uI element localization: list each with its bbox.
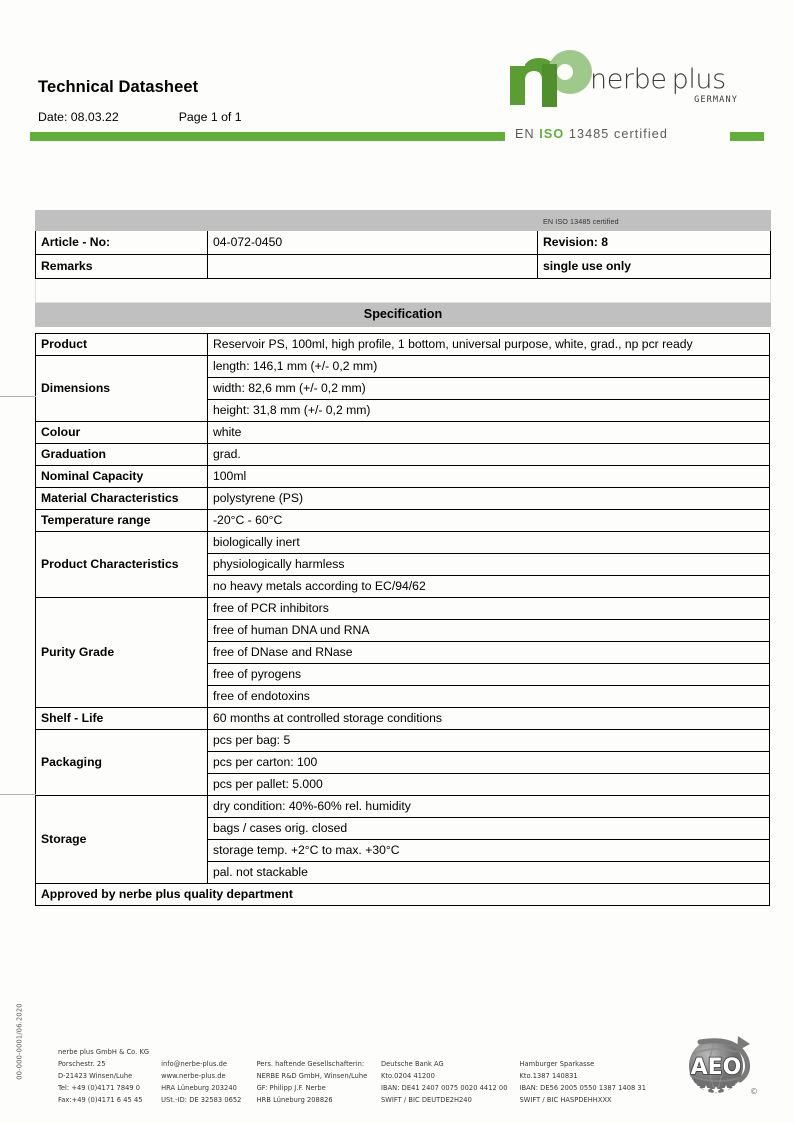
footer-line: IBAN: DE41 2407 0075 0020 4412 00 [380, 1082, 508, 1092]
spec-value: bags / cases orig. closed [208, 818, 770, 840]
footer-company-info [58, 1046, 658, 1106]
spec-value: pcs per bag: 5 [208, 730, 770, 752]
cert-iso: ISO [539, 127, 565, 141]
footer-line: SWIFT / BIC HASPDEHHXXX [519, 1094, 612, 1104]
spec-label: Shelf - Life [36, 708, 208, 730]
footer-line: www.nerbe-plus.de [161, 1070, 226, 1080]
table-row [36, 730, 770, 752]
np-logomark-icon [508, 50, 600, 108]
table-row [36, 422, 770, 444]
approved-by-text: Approved by nerbe plus quality department [36, 884, 770, 906]
blank-spacer-cell [36, 279, 771, 303]
single-use-value: single use only [538, 255, 771, 279]
iso-small-text: EN ISO 13485 certified [543, 216, 619, 226]
remarks-value [208, 255, 538, 279]
footer-line: nerbe plus GmbH & Co. KG [58, 1047, 150, 1056]
table-row [36, 884, 770, 906]
table-row [36, 532, 770, 554]
footer-line [257, 1046, 369, 1058]
spec-value: dry condition: 40%-60% rel. humidity [208, 796, 770, 818]
aeo-text: AEO [690, 1055, 742, 1080]
footer-line: Kto.0204 41200 [380, 1070, 435, 1080]
footer-line: D-21423 Winsen/Luhe [58, 1070, 133, 1080]
table-row [36, 510, 770, 532]
revision-value: Revision: 8 [538, 231, 771, 255]
table-row [36, 488, 770, 510]
spec-value: physiologically harmless [208, 554, 770, 576]
footer-line: Hamburger Sparkasse [519, 1058, 595, 1068]
footer-line: NERBE R&D GmbH, Winsen/Luhe [256, 1070, 368, 1080]
footer-line [381, 1046, 508, 1058]
table-row [36, 279, 771, 303]
spec-value: width: 82,6 mm (+/- 0,2 mm) [208, 378, 770, 400]
footer-line: IBAN: DE56 2005 0550 1387 1408 31 [519, 1082, 646, 1092]
footer-line: Pers. haftende Gesellschafterin: [256, 1058, 365, 1068]
spec-value: length: 146,1 mm (+/- 0,2 mm) [208, 356, 770, 378]
spec-value: free of DNase and RNase [208, 642, 770, 664]
footer-column-bank-2 [519, 1046, 658, 1106]
table-row [36, 211, 771, 231]
table-row [36, 334, 770, 356]
spec-value: free of human DNA und RNA [208, 620, 770, 642]
spec-value: no heavy metals according to EC/94/62 [208, 576, 770, 598]
table-row [36, 796, 770, 818]
remarks-label: Remarks [36, 255, 208, 279]
logo-country-label: GERMANY [694, 95, 738, 105]
spec-label: Purity Grade [36, 598, 208, 708]
spec-value: white [208, 422, 770, 444]
footer-line: Kto.1387 140831 [519, 1070, 578, 1080]
footer-line: HRA Lüneburg 203240 [161, 1082, 237, 1092]
specification-band-label: Specification [36, 303, 771, 327]
spec-value: pcs per carton: 100 [208, 752, 770, 774]
margin-tick-lower [0, 794, 36, 795]
footer-column-bank-1 [381, 1046, 520, 1106]
table-row [36, 708, 770, 730]
cert-prefix: EN [515, 127, 540, 141]
spec-label: Material Characteristics [36, 488, 208, 510]
spec-value: -20°C - 60°C [208, 510, 770, 532]
footer-line: Porschestr. 25 [58, 1058, 106, 1068]
spec-label: Storage [36, 796, 208, 884]
logo-wordmark [590, 64, 726, 95]
table-row [36, 466, 770, 488]
footer-line [519, 1046, 646, 1058]
cert-suffix: 13485 certified [564, 127, 669, 141]
spec-value: free of pyrogens [208, 664, 770, 686]
spec-value: 60 months at controlled storage conditions [208, 708, 770, 730]
footer-line: info@nerbe-plus.de [161, 1058, 228, 1068]
footer-line: HRB Lüneburg 208826 [256, 1094, 333, 1104]
spec-value: biologically inert [208, 532, 770, 554]
table-row [36, 598, 770, 620]
spec-label: Packaging [36, 730, 208, 796]
spec-value: polystyrene (PS) [208, 488, 770, 510]
spec-value: free of PCR inhibitors [208, 598, 770, 620]
spec-value: pcs per pallet: 5.000 [208, 774, 770, 796]
iso-small-cell [538, 211, 771, 231]
date-label: Date: 08.03.22 [38, 110, 119, 124]
table-row [36, 444, 770, 466]
footer-line [161, 1046, 244, 1058]
logo-word-plus: plus [671, 64, 726, 95]
footer-line: GF: Philipp J.F. Nerbe [256, 1082, 326, 1092]
document-code: 00-000-0001/06.2020 [14, 1003, 24, 1080]
page-label: Page 1 of 1 [178, 110, 242, 124]
header-info-table [35, 210, 771, 327]
table-row [36, 356, 770, 378]
page-title: Technical Datasheet [38, 78, 199, 96]
footer-line: Deutsche Bank AG [380, 1058, 444, 1068]
footer-line: Tel: +49 (0)4171 7849 0 [58, 1082, 141, 1092]
margin-tick-upper [0, 396, 36, 397]
date-and-page-line [38, 110, 242, 124]
spec-label: Dimensions [36, 356, 208, 422]
footer-line: Fax:+49 (0)4171 6 45 45 [58, 1094, 143, 1104]
article-no-label: Article - No: [36, 231, 208, 255]
gray-spacer-cell-2 [208, 211, 538, 231]
spec-value: storage temp. +2°C to max. +30°C [208, 840, 770, 862]
spec-value: height: 31,8 mm (+/- 0,2 mm) [208, 400, 770, 422]
spec-value: Reservoir PS, 100ml, high profile, 1 bottom, universal purpose, white, grad., np pcr ready [208, 334, 770, 356]
cert-bar-text [515, 127, 668, 141]
table-row [36, 255, 771, 279]
spec-label: Product [36, 334, 208, 356]
spec-value: grad. [208, 444, 770, 466]
spec-label: Nominal Capacity [36, 466, 208, 488]
spec-label: Temperature range [36, 510, 208, 532]
company-logo [508, 50, 740, 112]
aeo-certification-icon [672, 1028, 764, 1106]
cert-bar-right-segment [730, 132, 764, 141]
spec-label: Colour [36, 422, 208, 444]
spec-label: Product Characteristics [36, 532, 208, 598]
table-row [36, 303, 771, 327]
spec-value: free of endotoxins [208, 686, 770, 708]
footer-column-legal [257, 1046, 381, 1106]
spec-value: pal. not stackable [208, 862, 770, 884]
article-no-value: 04-072-0450 [208, 231, 538, 255]
footer-column-contact [161, 1046, 256, 1106]
svg-text:©: © [750, 1087, 758, 1096]
cert-bar-left-segment [30, 132, 505, 141]
logo-word-nerbe: nerbe [590, 64, 667, 95]
table-row [36, 231, 771, 255]
footer-column-address [58, 1046, 161, 1106]
spec-value: 100ml [208, 466, 770, 488]
iso-certified-bar [30, 127, 764, 143]
footer-line: SWIFT / BIC DEUTDE2H240 [380, 1094, 472, 1104]
footer-line: USt.-ID: DE 32583 0652 [161, 1094, 242, 1104]
specification-table [35, 333, 770, 906]
gray-spacer-cell-1 [36, 211, 208, 231]
spec-label: Graduation [36, 444, 208, 466]
